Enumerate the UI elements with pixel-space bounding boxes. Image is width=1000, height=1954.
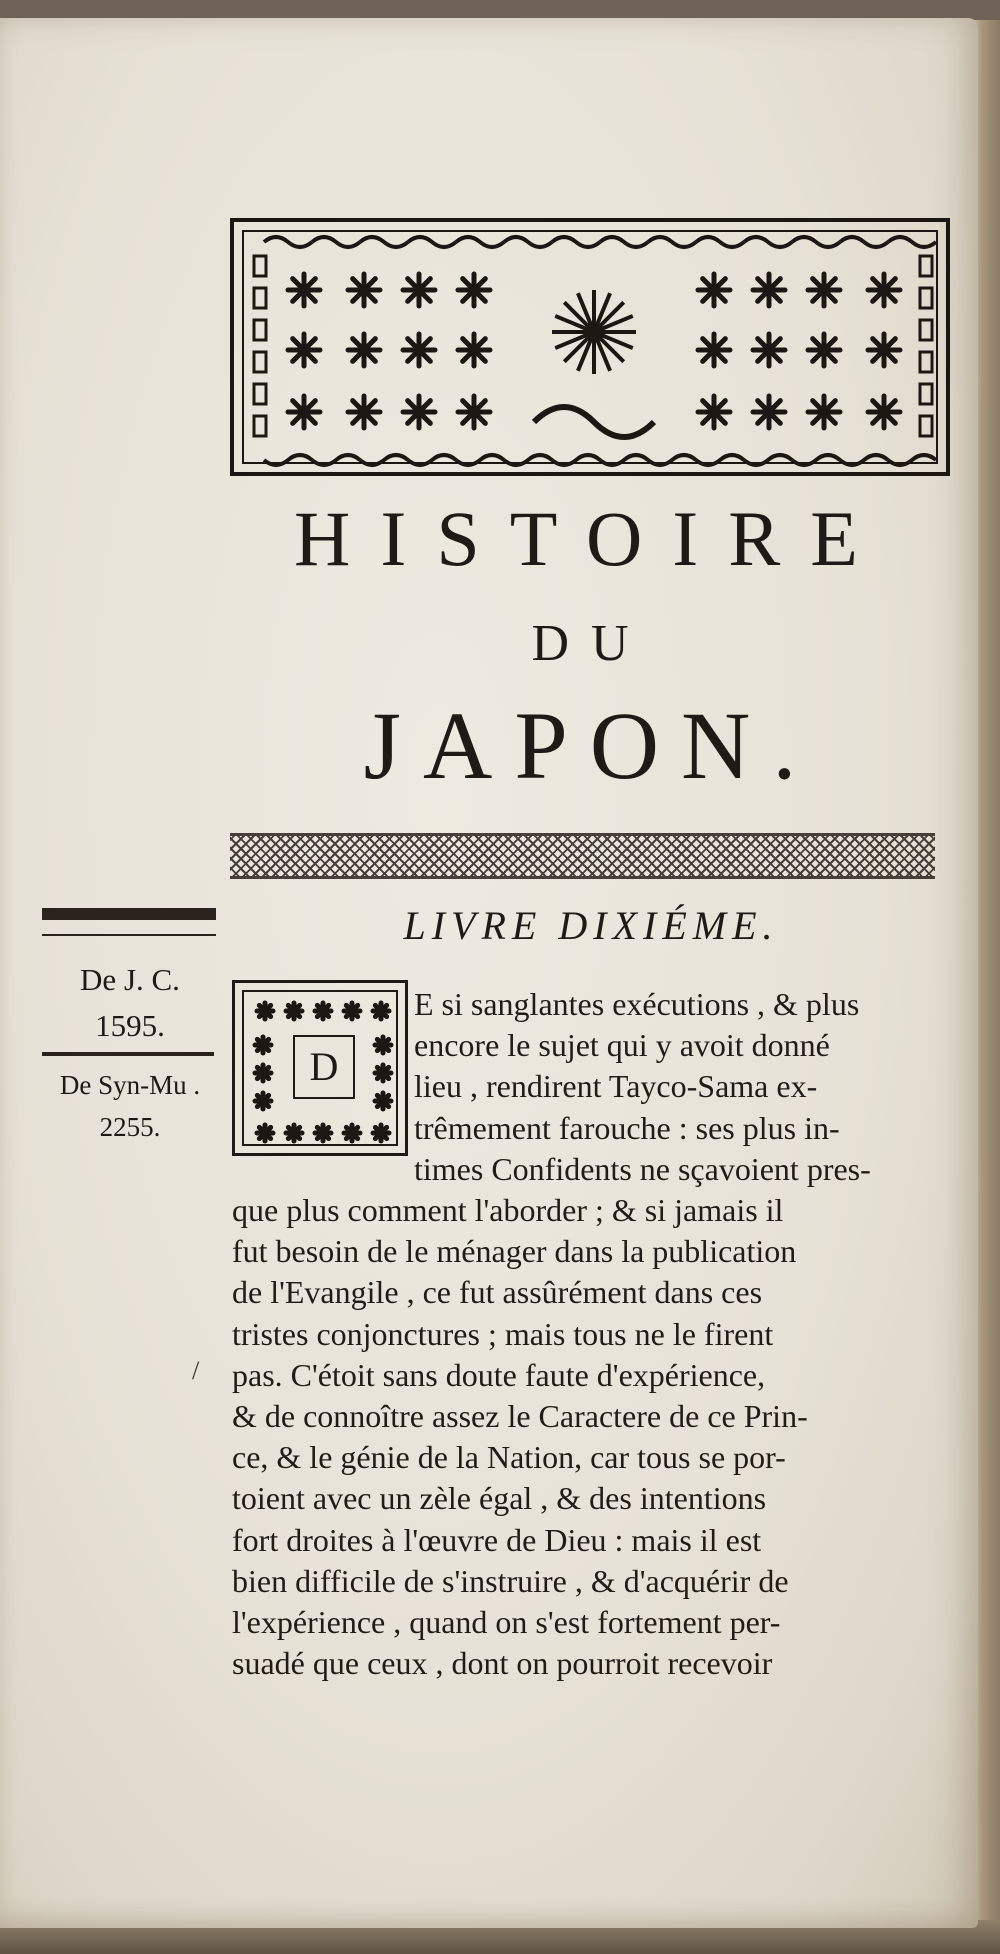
frieze-bottom: [312, 455, 360, 465]
flower-center: [263, 1131, 268, 1136]
frieze-top: [456, 237, 504, 247]
flower-center: [292, 1009, 297, 1014]
frieze-top: [744, 237, 792, 247]
body-line: encore le sujet qui y avoit donné: [414, 1027, 830, 1064]
margin-era-label: De Syn-Mu .: [59, 1070, 201, 1100]
flower-center: [261, 1043, 266, 1048]
frieze-top: [648, 237, 696, 247]
small-flower: [403, 334, 435, 366]
flower-center: [879, 345, 889, 355]
flower-center: [764, 345, 774, 355]
frieze-top: [408, 237, 456, 247]
body-line: toient avec un zèle égal , & des intentions: [232, 1480, 767, 1517]
frieze-top: [792, 237, 840, 247]
small-flower: [458, 396, 490, 428]
frieze-bottom: [360, 455, 408, 465]
cap-flower-left: [255, 1037, 271, 1053]
dropcap-ornament: [232, 980, 408, 1156]
frieze-bottom: [264, 455, 312, 465]
body-line: ce, & le génie de la Nation, car tous se por-: [232, 1439, 786, 1476]
side-band-right: [920, 288, 932, 308]
decorative-rule: [230, 833, 935, 879]
dropcap-letter: D: [293, 1035, 355, 1099]
body-line: E si sanglantes exécutions , & plus: [414, 986, 860, 1022]
frieze-bottom: [744, 455, 792, 465]
flower-center: [709, 407, 719, 417]
flower-center: [350, 1009, 355, 1014]
frieze-bottom: [888, 455, 936, 465]
frieze-top: [312, 237, 360, 247]
cap-flower-top: [315, 1003, 331, 1019]
side-band-right: [920, 320, 932, 340]
small-flower: [403, 396, 435, 428]
central-rosette: [552, 290, 636, 374]
cap-flower-right: [375, 1093, 391, 1109]
side-band-left: [254, 288, 266, 308]
frieze-bottom: [600, 455, 648, 465]
cap-flower-right: [375, 1037, 391, 1053]
rosette-center: [586, 324, 602, 340]
side-band-right: [920, 384, 932, 404]
small-flower: [348, 274, 380, 306]
flower-center: [261, 1099, 266, 1104]
cap-flower-right: [375, 1065, 391, 1081]
cap-flower-top: [257, 1003, 273, 1019]
small-flower: [288, 334, 320, 366]
body-line: que plus comment l'aborder ; & si jamais il: [232, 1192, 784, 1228]
headpiece-ornament: [230, 218, 950, 476]
small-flower: [868, 396, 900, 428]
body-line: pas. C'étoit sans doute faute d'expérience,: [232, 1356, 766, 1393]
frieze-top: [696, 237, 744, 247]
margin-year-value: 1595.: [95, 1008, 165, 1043]
body-line: bien difficile de s'instruire , & d'acquérir de: [232, 1562, 789, 1599]
book-page: [0, 18, 978, 1928]
flower-center: [359, 407, 369, 417]
cap-flower-top: [344, 1003, 360, 1019]
flower-center: [359, 285, 369, 295]
side-band-left: [254, 320, 266, 340]
margin-divider: [42, 1052, 214, 1056]
small-flower: [458, 334, 490, 366]
flower-center: [764, 407, 774, 417]
flower-center: [381, 1071, 386, 1076]
flower-center: [469, 407, 479, 417]
flower-center: [764, 285, 774, 295]
flower-center: [381, 1043, 386, 1048]
frieze-top: [600, 237, 648, 247]
small-flower: [698, 274, 730, 306]
frieze-top: [888, 237, 936, 247]
small-flower: [288, 274, 320, 306]
frieze-bottom: [648, 455, 696, 465]
cap-flower-left: [255, 1093, 271, 1109]
small-flower: [753, 334, 785, 366]
title-histoire: HISTOIRE: [294, 495, 888, 582]
frieze-bottom: [552, 455, 600, 465]
frieze-top: [264, 237, 312, 247]
flower-center: [819, 285, 829, 295]
small-flower: [698, 396, 730, 428]
body-line: suadé que ceux , dont on pourroit recevoir: [232, 1645, 773, 1682]
margin-rule-thin: [42, 934, 216, 936]
flower-center: [350, 1131, 355, 1136]
body-line: fort droites à l'œuvre de Dieu : mais il est: [232, 1521, 762, 1558]
frieze-bottom: [408, 455, 456, 465]
small-flower: [868, 274, 900, 306]
small-flower: [403, 274, 435, 306]
flower-center: [379, 1009, 384, 1014]
flower-center: [299, 407, 309, 417]
body-line: l'expérience , quand on s'est fortement per-: [232, 1604, 781, 1640]
body-line: times Confidents ne sçavoient pres-: [414, 1150, 871, 1187]
small-flower: [808, 334, 840, 366]
book-heading: LIVRE DIXIÉME.: [403, 903, 779, 948]
side-band-left: [254, 384, 266, 404]
stray-mark: /: [192, 1356, 200, 1385]
body-line: & de connoître assez le Caractere de ce Prin-: [232, 1398, 808, 1434]
frieze-top: [552, 237, 600, 247]
side-band-left: [254, 352, 266, 372]
small-flower: [808, 396, 840, 428]
side-band-right: [920, 256, 932, 276]
flower-center: [469, 345, 479, 355]
small-flower: [288, 396, 320, 428]
body-line: trêmement farouche : ses plus in-: [414, 1109, 840, 1146]
small-flower: [753, 274, 785, 306]
body-line: lieu , rendirent Tayco-Sama ex-: [414, 1068, 818, 1105]
small-flower: [753, 396, 785, 428]
flower-center: [321, 1131, 326, 1136]
margin-rule: [42, 908, 216, 920]
cap-flower-bottom: [315, 1125, 331, 1141]
flower-center: [414, 285, 424, 295]
flower-center: [379, 1131, 384, 1136]
flower-center: [292, 1131, 297, 1136]
flower-center: [819, 345, 829, 355]
frieze-top: [360, 237, 408, 247]
side-band-right: [920, 416, 932, 436]
flower-center: [469, 285, 479, 295]
frieze-bottom: [456, 455, 504, 465]
flower-center: [263, 1009, 268, 1014]
frieze-top: [840, 237, 888, 247]
cap-flower-bottom: [257, 1125, 273, 1141]
title-du: DU: [531, 615, 651, 672]
flower-center: [709, 285, 719, 295]
side-band-right: [920, 352, 932, 372]
body-line: de l'Evangile , ce fut assûrément dans ces: [232, 1274, 763, 1311]
frieze-top: [504, 237, 552, 247]
flower-center: [819, 407, 829, 417]
small-flower: [348, 396, 380, 428]
frieze-bottom: [696, 455, 744, 465]
cap-flower-top: [373, 1003, 389, 1019]
flower-center: [261, 1071, 266, 1076]
flower-center: [414, 407, 424, 417]
body-line: tristes conjonctures ; mais tous ne le firent: [232, 1315, 774, 1352]
cap-flower-top: [286, 1003, 302, 1019]
margin-year-label: De J. C.: [80, 962, 180, 997]
flower-center: [879, 407, 889, 417]
flower-center: [381, 1099, 386, 1104]
cap-flower-bottom: [344, 1125, 360, 1141]
frieze-bottom: [504, 455, 552, 465]
flower-center: [709, 345, 719, 355]
margin-era-value: 2255.: [99, 1112, 161, 1142]
cap-flower-bottom: [286, 1125, 302, 1141]
flower-center: [879, 285, 889, 295]
small-flower: [348, 334, 380, 366]
flower-center: [359, 345, 369, 355]
small-flower: [868, 334, 900, 366]
flower-center: [321, 1009, 326, 1014]
cap-flower-left: [255, 1065, 271, 1081]
scroll-flourish: [534, 407, 654, 437]
small-flower: [808, 274, 840, 306]
frieze-bottom: [840, 455, 888, 465]
frieze-bottom: [792, 455, 840, 465]
small-flower: [458, 274, 490, 306]
cap-flower-bottom: [373, 1125, 389, 1141]
body-line: fut besoin de le ménager dans la publication: [232, 1233, 797, 1270]
side-band-left: [254, 416, 266, 436]
flower-center: [299, 285, 309, 295]
flower-center: [299, 345, 309, 355]
small-flower: [698, 334, 730, 366]
title-japon: JAPON.: [363, 692, 819, 799]
side-band-left: [254, 256, 266, 276]
flower-center: [414, 345, 424, 355]
